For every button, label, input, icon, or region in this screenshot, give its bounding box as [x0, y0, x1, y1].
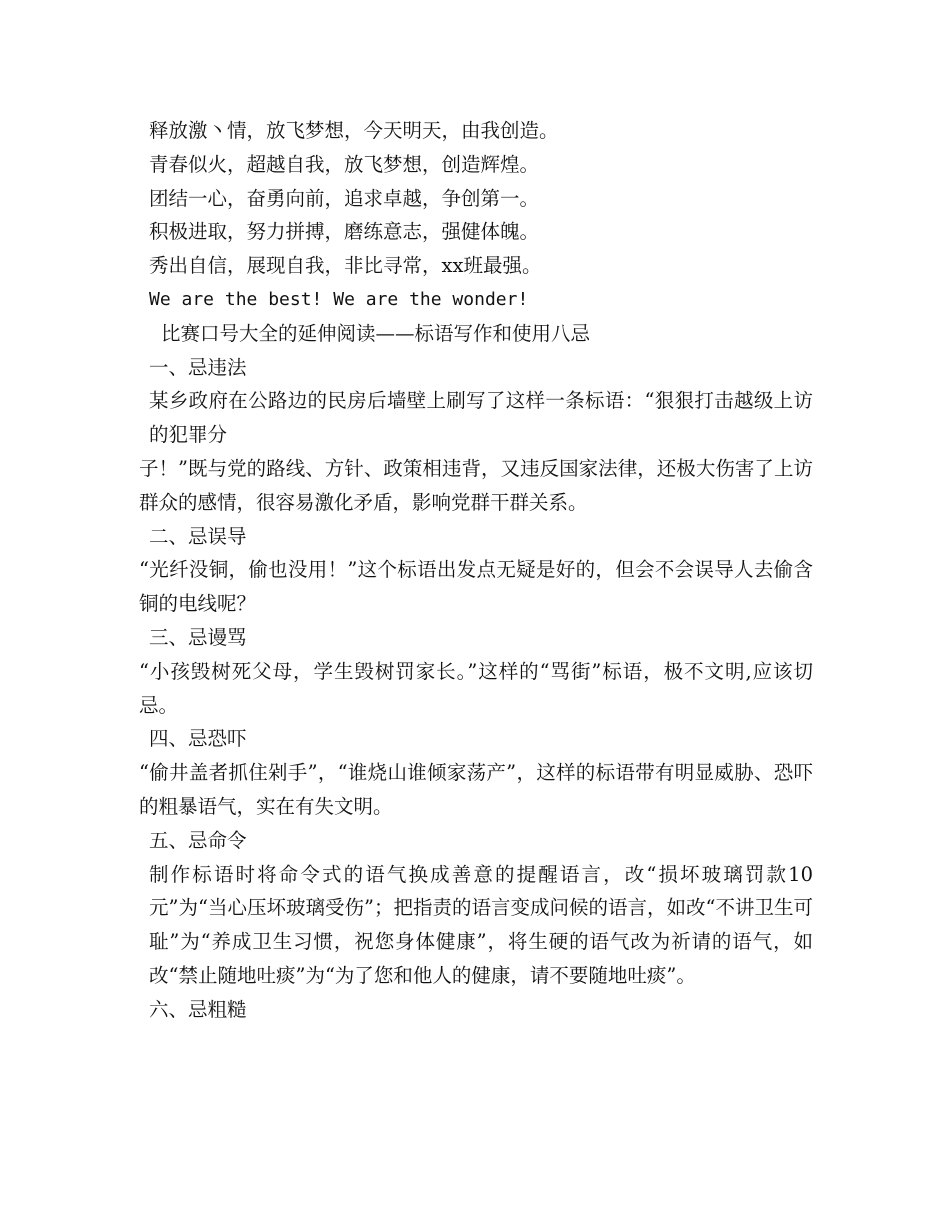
- section-heading-3: 三、忌谩骂: [149, 625, 247, 649]
- section-3-paragraph: “小孩毁树死父母，学生毁树罚家长。”这样的“骂街”标语，极不文明,应该切忌。: [139, 659, 813, 717]
- english-slogan-line: We are the best! We are the wonder!: [149, 288, 529, 310]
- slogan-line-5: 秀出自信，展现自我，非比寻常，xx班最强。: [149, 254, 542, 278]
- document-body: [139, 114, 813, 1027]
- section-1-paragraph-1: 某乡政府在公路边的民房后墙壁上刷写了这样一条标语：“狠狠打击越级上访的犯罪分: [149, 389, 813, 447]
- slogan-line-3: 团结一心，奋勇向前，追求卓越，争创第一。: [149, 186, 540, 210]
- slogan-line-1: 释放激丶情，放飞梦想，今天明天，由我创造。: [149, 119, 559, 142]
- section-1-paragraph-2: 子！”既与党的路线、方针、政策相违背，又违反国家法律，还极大伤害了上访群众的感情，很容易激化矛盾，影响党群干群关系。: [139, 456, 813, 514]
- section-heading-2: 二、忌误导: [149, 524, 247, 548]
- article-title: 比赛口号大全的延伸阅读——标语写作和使用八忌: [161, 321, 591, 345]
- slogan-line-2: 青春似火，超越自我，放飞梦想，创造辉煌。: [149, 152, 540, 176]
- section-heading-1: 一、忌违法: [149, 355, 247, 379]
- slogan-line-4: 积极进取，努力拼搏，磨练意志，强健体魄。: [149, 220, 540, 244]
- section-heading-4: 四、忌恐吓: [149, 727, 247, 751]
- section-heading-6: 六、忌粗糙: [149, 997, 247, 1021]
- section-2-paragraph: “光纤没铜，偷也没用！”这个标语出发点无疑是好的，但会不会误导人去偷含铜的电线呢？: [139, 558, 813, 616]
- section-5-paragraph: 制作标语时将命令式的语气换成善意的提醒语言，改“损坏玻璃罚款10元”为“当心压坏玻璃受伤”；把指责的语言变成问候的语言，如改“不讲卫生可耻”为“养成卫生习惯，祝您身体健康”，将生硬的语气改为祈请的语气，如改“禁止随地吐痰”为“为了您和他人的健康，请不要随地吐痰”。: [149, 862, 813, 987]
- section-4-paragraph: “偷井盖者抓住剁手”，“谁烧山谁倾家荡产”，这样的标语带有明显威胁、恐吓的粗暴语气，实在有失文明。: [139, 761, 813, 818]
- section-heading-5: 五、忌命令: [149, 828, 247, 852]
